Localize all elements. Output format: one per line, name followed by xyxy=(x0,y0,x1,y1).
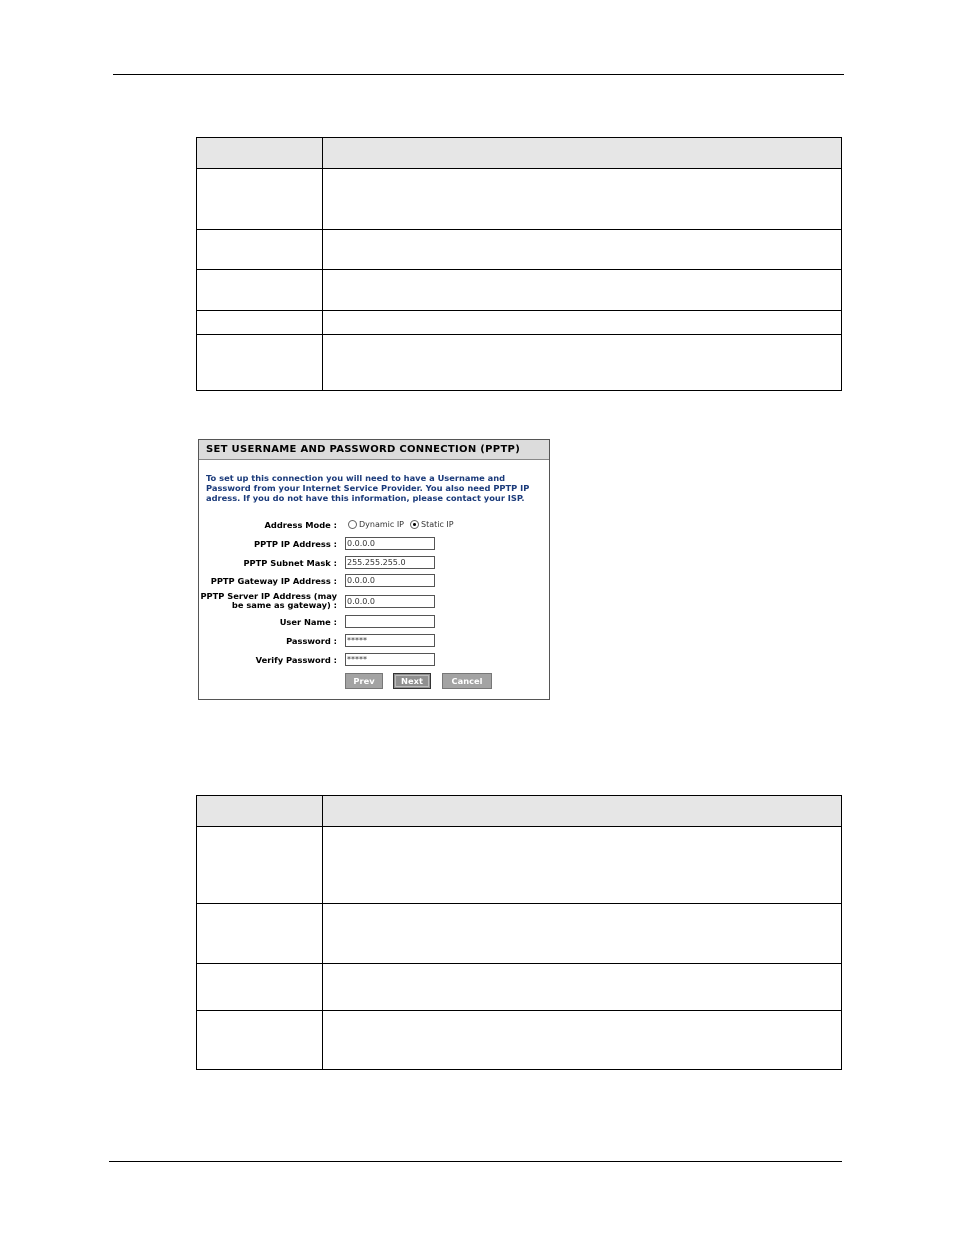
pptp-ip-label: PPTP IP Address : xyxy=(254,539,337,549)
cancel-button[interactable]: Cancel xyxy=(442,673,492,689)
table-row xyxy=(197,964,842,1011)
table-cell xyxy=(197,270,323,311)
server-ip-label-line2: be same as gateway) : xyxy=(231,600,337,610)
gateway-label: PPTP Gateway IP Address : xyxy=(210,576,337,586)
dynamic-ip-radio[interactable] xyxy=(348,520,357,529)
table-cell xyxy=(197,230,323,270)
subnet-label: PPTP Subnet Mask : xyxy=(243,558,337,568)
password-row xyxy=(199,634,551,650)
table-row xyxy=(197,270,842,311)
table-header-row xyxy=(197,138,842,169)
table-cell xyxy=(197,827,323,904)
footer-rule xyxy=(109,1161,842,1162)
username-input[interactable] xyxy=(345,615,435,628)
username-row xyxy=(199,615,551,631)
table-cell xyxy=(323,311,842,335)
verify-password-input[interactable]: ***** xyxy=(345,653,435,666)
header-rule xyxy=(113,74,844,75)
gateway-input[interactable]: 0.0.0.0 xyxy=(345,574,435,587)
address-mode-label: Address Mode : xyxy=(264,520,337,530)
table-header-cell xyxy=(197,796,323,827)
table-row xyxy=(197,311,842,335)
field-description-table-1 xyxy=(196,137,842,391)
password-input[interactable]: ***** xyxy=(345,634,435,647)
table-cell xyxy=(197,1011,323,1070)
address-mode-row xyxy=(199,520,551,536)
table-cell xyxy=(323,1011,842,1070)
table-cell xyxy=(197,335,323,391)
pptp-ip-input[interactable]: 0.0.0.0 xyxy=(345,537,435,550)
static-ip-label: Static IP xyxy=(421,520,454,529)
verify-password-row xyxy=(199,653,551,669)
next-button[interactable]: Next xyxy=(393,673,431,689)
subnet-input[interactable]: 255.255.255.0 xyxy=(345,556,435,569)
static-ip-radio[interactable] xyxy=(410,520,419,529)
server-ip-label-line1: PPTP Server IP Address (may xyxy=(200,591,337,601)
table-cell xyxy=(323,904,842,964)
prev-button[interactable]: Prev xyxy=(345,673,383,689)
static-ip-option[interactable] xyxy=(410,520,454,530)
server-ip-input[interactable]: 0.0.0.0 xyxy=(345,595,435,608)
pptp-connection-panel xyxy=(198,439,550,700)
table-header-cell xyxy=(323,138,842,169)
field-description-table-2 xyxy=(196,795,842,1070)
table-cell xyxy=(323,169,842,230)
server-ip-label xyxy=(200,592,337,610)
table-cell xyxy=(323,335,842,391)
table-row xyxy=(197,827,842,904)
table-row xyxy=(197,1011,842,1070)
table-cell xyxy=(197,904,323,964)
dynamic-ip-label: Dynamic IP xyxy=(359,520,405,529)
table-header-cell xyxy=(197,138,323,169)
panel-title: SET USERNAME AND PASSWORD CONNECTION (PPTP) xyxy=(199,440,549,460)
subnet-row xyxy=(199,556,551,572)
table-cell xyxy=(323,270,842,311)
table-row xyxy=(197,335,842,391)
table-row xyxy=(197,169,842,230)
table-cell xyxy=(197,169,323,230)
table-row xyxy=(197,230,842,270)
table-cell xyxy=(197,311,323,335)
server-ip-row xyxy=(199,592,551,614)
table-header-cell xyxy=(323,796,842,827)
gateway-row xyxy=(199,574,551,590)
table-cell xyxy=(197,964,323,1011)
verify-password-label: Verify Password : xyxy=(255,655,337,665)
dynamic-ip-option[interactable] xyxy=(348,520,404,530)
table-header-row xyxy=(197,796,842,827)
table-cell xyxy=(323,827,842,904)
panel-intro-text: To set up this connection you will need to have a Username and Password from your Internet Service Provider. You also need PPTP IP adress. If you do not have this information, please contact your ISP. xyxy=(206,473,530,503)
table-row xyxy=(197,904,842,964)
table-cell xyxy=(323,964,842,1011)
password-label: Password : xyxy=(286,636,337,646)
pptp-ip-row xyxy=(199,537,551,553)
username-label: User Name : xyxy=(279,617,337,627)
table-cell xyxy=(323,230,842,270)
